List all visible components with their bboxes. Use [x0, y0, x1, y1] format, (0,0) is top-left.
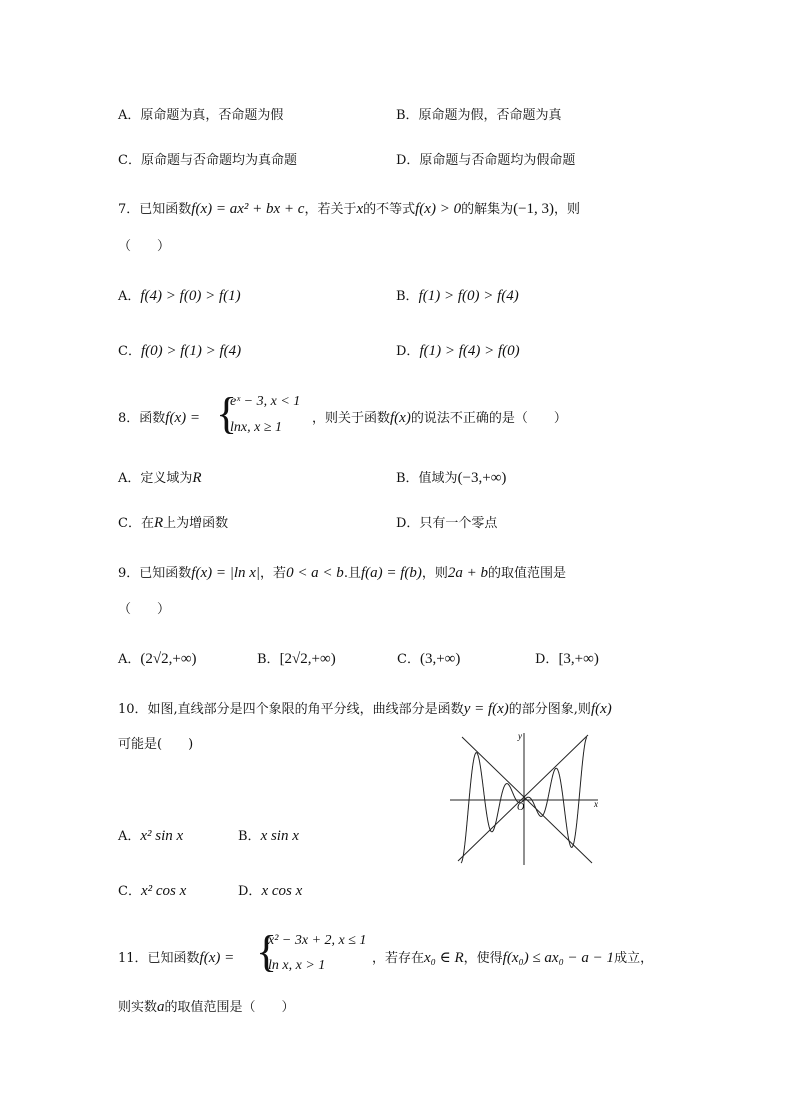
q7-function: f(x) = ax² + bx + c [191, 201, 305, 217]
q8-option-a: A．定义域为R [118, 470, 202, 486]
q10-stem-line2: 可能是( ) [118, 737, 194, 752]
q9-option-a: A．(2√2,+∞) [118, 651, 197, 667]
q8-stem-tail: ，则关于函数f(x)的说法不正确的是（ ） [312, 410, 567, 426]
q8-option-d: D．只有一个零点 [396, 516, 498, 531]
q8-case-2: lnx, x ≥ 1 [230, 420, 283, 435]
q11-stem-tail: ，若存在x₀ ∈ R，使得f(x₀) ≤ ax₀ − a − 1成立， [372, 950, 654, 966]
q8-case-1: eˣ − 3, x < 1 [230, 394, 301, 409]
q11-case-2: ln x, x > 1 [268, 958, 326, 973]
q10-option-b: B．x sin x [238, 828, 299, 844]
q7-option-c: C．f(0) > f(1) > f(4) [118, 343, 242, 359]
q10-option-d: D．x cos x [238, 883, 303, 899]
q7-option-b: B．f(1) > f(0) > f(4) [396, 288, 519, 304]
q9-option-b: B．[2√2,+∞) [257, 651, 336, 667]
q10-stem: 10．如图,直线部分是四个象限的角平分线，曲线部分是函数y = f(x)的部分图象,则f(x) [118, 701, 612, 717]
q7-stem: 7．已知函数f(x) = ax² + bx + c，若关于x的不等式f(x) > 0的解集为(−1, 3)，则 [118, 201, 581, 217]
q7-option-d: D．f(1) > f(4) > f(0) [396, 343, 520, 359]
q8-option-b: B．值域为(−3,+∞) [396, 470, 507, 486]
q6-option-d: D．原命题与否命题均为假命题 [396, 153, 576, 168]
q8-stem: 8．函数f(x) = [118, 410, 200, 426]
q9-option-d: D．[3,+∞) [535, 651, 599, 667]
q9-option-c: C．(3,+∞) [397, 651, 461, 667]
q6-option-c: C．原命题与否命题均为真命题 [118, 153, 297, 168]
q8-option-c: C．在R上为增函数 [118, 515, 229, 531]
y-axis-label: y [518, 731, 522, 741]
origin-label: O [517, 802, 525, 813]
q11-case-1: x² − 3x + 2, x ≤ 1 [268, 933, 367, 948]
q11-brace: { [256, 927, 278, 976]
q8-brace: { [216, 389, 238, 438]
q7-option-a: A．f(4) > f(0) > f(1) [118, 288, 241, 304]
q10-graph [448, 727, 604, 869]
q11-stem-line2: 则实数a的取值范围是（ ） [118, 999, 295, 1015]
q9-answer-paren: （ ） [118, 602, 171, 617]
q11-stem: 11．已知函数f(x) = [118, 950, 235, 966]
x-axis-label: x [594, 799, 598, 809]
q6-option-a: A．原命题为真，否命题为假 [118, 108, 284, 123]
q10-option-a: A．x² sin x [118, 828, 184, 844]
q9-stem: 9．已知函数f(x) = |ln x|，若0 < a < b.且f(a) = f(b)，则2a + b的取值范围是 [118, 565, 567, 581]
q6-option-b: B．原命题为假，否命题为真 [396, 108, 562, 123]
q10-option-c: C．x² cos x [118, 883, 187, 899]
q7-answer-paren: （ ） [118, 239, 171, 254]
